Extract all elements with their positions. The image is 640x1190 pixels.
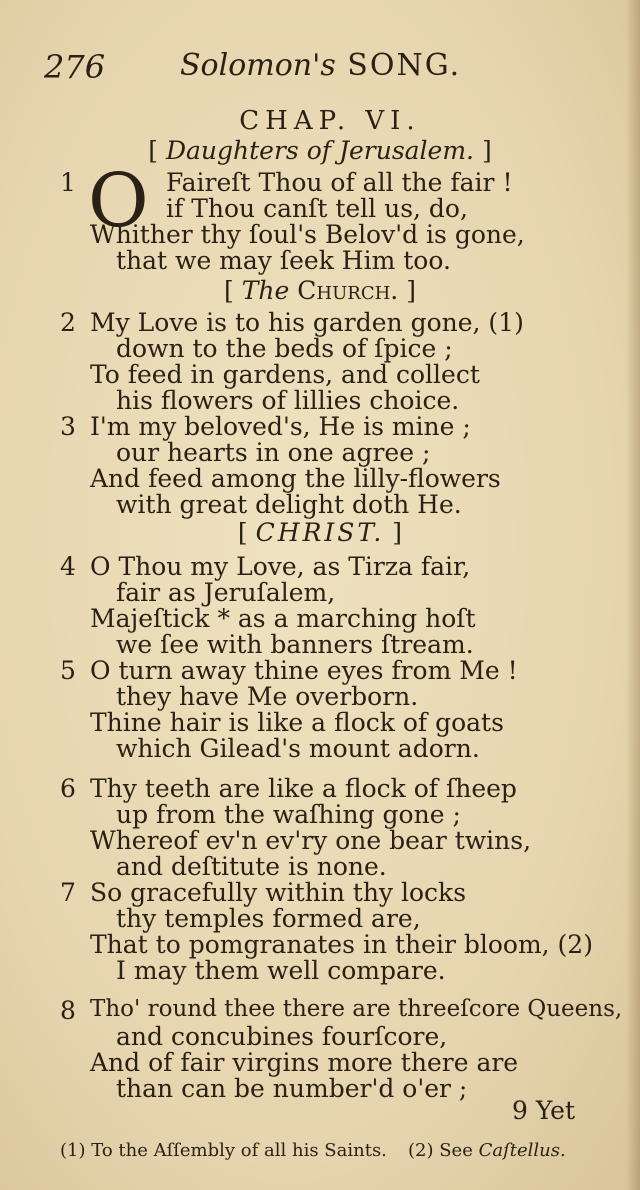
verse-line: O Thou my Love, as Tirza fair, bbox=[90, 552, 471, 581]
verse-line: if Thou canſt tell us, do, bbox=[166, 194, 468, 223]
verse-line: Whereof ev'n ev'ry one bear twins, bbox=[90, 826, 532, 855]
bracket-open: [ bbox=[148, 136, 159, 165]
verse-line: I'm my beloved's, He is mine ; bbox=[90, 412, 471, 441]
verse-line: fair as Jeruſalem, bbox=[116, 578, 336, 607]
verse-line: Faireſt Thou of all the fair ! bbox=[166, 168, 513, 197]
verse-number-8: 8 bbox=[60, 996, 76, 1025]
verse-line: down to the beds of ſpice ; bbox=[116, 334, 453, 363]
speaker-heading-christ bbox=[0, 518, 640, 547]
verse-number-5: 5 bbox=[60, 656, 76, 685]
page-edge-shadow bbox=[626, 0, 640, 1190]
bracket-close: ] bbox=[481, 136, 492, 165]
catchword: 9 Yet bbox=[512, 1096, 576, 1125]
verse-number-6: 6 bbox=[60, 774, 76, 803]
verse-number-1: 1 bbox=[60, 168, 76, 197]
verse-line: Thine hair is like a flock of goats bbox=[90, 708, 504, 737]
verse-line: That to pomgranates in their bloom, (2) bbox=[90, 930, 593, 959]
verse-line: So gracefully within thy locks bbox=[90, 878, 467, 907]
verse-line: his flowers of lillies choice. bbox=[116, 386, 460, 415]
verse-number-2: 2 bbox=[60, 308, 76, 337]
page-number: 276 bbox=[44, 48, 106, 86]
verse-number-4: 4 bbox=[60, 552, 76, 581]
speaker-name: Daughters of Jerusalem. bbox=[165, 136, 475, 165]
verse-line: And feed among the lilly-flowers bbox=[90, 464, 501, 493]
verse-line: Tho' round thee there are threeſcore Queens, bbox=[90, 996, 623, 1022]
footnote-2-prefix: (2) See bbox=[408, 1140, 473, 1161]
chapter-heading: CHAP. VI. bbox=[239, 106, 421, 136]
verse-line: up from the waſhing gone ; bbox=[116, 800, 461, 829]
speaker-name: Church. bbox=[297, 276, 399, 305]
verse-line: we ſee with banners ſtream. bbox=[116, 630, 474, 659]
verse-line: Whither thy ſoul's Belov'd is gone, bbox=[90, 220, 525, 249]
verse-line: and concubines fourſcore, bbox=[116, 1022, 448, 1051]
bracket-close: ] bbox=[392, 518, 403, 547]
page-header bbox=[0, 48, 640, 92]
bracket-open: [ bbox=[224, 276, 234, 305]
verse-line: My Love is to his garden gone, (1) bbox=[90, 308, 524, 337]
verse-line: they have Me overborn. bbox=[116, 682, 419, 711]
speaker-article: The bbox=[241, 276, 290, 305]
verse-line: O turn away thine eyes from Me ! bbox=[90, 656, 518, 685]
verse-line: than can be number'd o'er ; bbox=[116, 1074, 468, 1103]
verse-line: and deſtitute is none. bbox=[116, 852, 387, 881]
verse-line: our hearts in one agree ; bbox=[116, 438, 431, 467]
bracket-open: [ bbox=[237, 518, 248, 547]
running-title bbox=[180, 48, 461, 83]
speaker-name: CHRIST. bbox=[255, 518, 385, 547]
verse-line: Majeſtick * as a marching hoſt bbox=[90, 604, 476, 633]
verse-line: And of fair virgins more there are bbox=[90, 1048, 519, 1077]
verse-number-7: 7 bbox=[60, 878, 76, 907]
verse-line: I may them well compare. bbox=[116, 956, 446, 985]
footnote-2 bbox=[408, 1140, 566, 1161]
bracket-close: ] bbox=[406, 276, 416, 305]
verse-number-3: 3 bbox=[60, 412, 76, 441]
running-title-caps: SONG. bbox=[347, 48, 462, 83]
speaker-heading-church bbox=[0, 276, 640, 305]
verse-line: thy temples formed are, bbox=[116, 904, 421, 933]
running-title-italic: Solomon's bbox=[180, 48, 336, 83]
verse-line: with great delight doth He. bbox=[116, 490, 462, 519]
verse-line: To feed in gardens, and collect bbox=[90, 360, 480, 389]
verse-line: Thy teeth are like a flock of ſheep bbox=[90, 774, 517, 803]
verse-line: which Gilead's mount adorn. bbox=[116, 734, 480, 763]
verse-line: that we may ſeek Him too. bbox=[116, 246, 451, 275]
footnote-1: (1) To the Aſſembly of all his Saints. bbox=[60, 1140, 387, 1161]
footnote-2-source: Caſtellus. bbox=[478, 1140, 566, 1161]
drop-cap: O bbox=[88, 158, 149, 244]
